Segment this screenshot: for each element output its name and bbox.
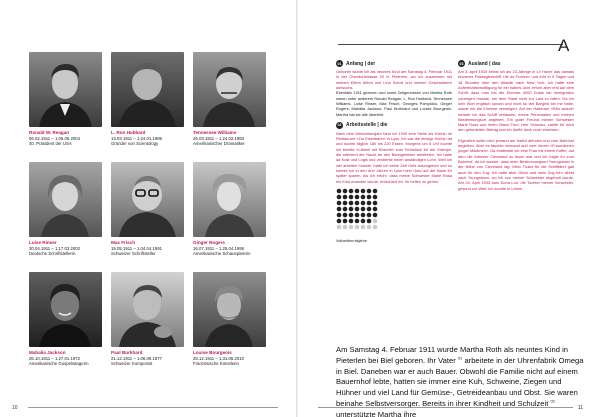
chapter-letter: A — [558, 36, 570, 55]
portrait-card — [111, 272, 184, 367]
dot — [343, 213, 348, 218]
dot — [367, 207, 372, 212]
page-number: 10 — [12, 405, 18, 411]
section-text: Am 3. April 1933 betrat ich als 23-Jährige in Le Havre das damals moderne Passagierschiff »Ile de France« und fuhr in 5 Tagen und 18 Stunden über den Atlantik nach New York. Ich hatte eine Aufenthaltsbewilligung für ein halbes Jahr, erfuhr aber erst auf dem Schiff, dass man bei der Einreise 4000 Dollar bei Immigration vorzeigen musste, um dem Staat nicht zur Last zu fallen. Da ich kein Wort englisch sprach und nicht so viel Bargeld bei mir hatte, wurde mir die Einreise verweigert. Auf der Halbinsel »Ellis Island« musste ich das Schiff verlassen, meine Personalien und meinen Bestimmungsort angeben. Ein guter Freund meiner Schwester Marie Rosa und ihrem Mann Fred, Herr Schwarz, zahlte für mich den geforderten Betrag und ich durfte doch noch einreisen. — [458, 69, 574, 133]
section-title: Arbeitsstelle | die — [346, 122, 388, 129]
folio-rule — [28, 407, 278, 408]
page-number: 11 — [577, 405, 583, 411]
section-text: Nach dem Welschlandjahr fand ich 1930 eine Stelle als Köchin im Restaurant »Zur Eisenbahn« in Lyss. Ich war die einzige Köchin da und kochte täglich 180 bis 220 Essen. Morgens um 6 Uhr kochte ich bereits »Läberli mit Röschti« zum Frühstück für die Grampe, die während der Nacht an den Bahngeleisen arbeiteten. Ich hatte da Kost und Logis und verdiente einen anständigen Lohn. Weil ich viel arbeiten musste, hatte ich keine Zeit Geld auszugeben und so konnte ich in den drei Jahren in Lyss mein Geld auf der Bank für später sparen. Als ich erfuhr, dass meine Schwester Marie Rosa ein Kind erwarten würde, entschied ich, ihr helfen zu gehen. — [336, 130, 452, 184]
person-name: Max Frisch — [111, 240, 135, 245]
portrait-photo — [111, 52, 184, 127]
dot — [367, 195, 372, 200]
person-dates: 21.12.1911 – 1.06.09.1977 — [111, 355, 163, 361]
footnote-marker: 02 — [550, 398, 555, 404]
section-text: Ebenfalls 1911 geboren und somit Zeitgenossen von Martha Roth waren unter anderem Ronald Reagan, L. Ron Hubbard, Tennessee Williams, Luise Rinser, Max Frisch, Georges Pompidou, Ginger Rogers, Mahalia Jackson, Paul Burkhard und Louise Bourgeois. Martha hat sie alle überlebt. — [336, 90, 452, 117]
dot — [337, 225, 342, 230]
dot — [361, 207, 366, 212]
section-title: Anfang | der — [346, 60, 376, 67]
person-role: Gründer von Scientology — [111, 141, 159, 147]
person-name: Paul Burkhard — [111, 350, 143, 355]
dot — [373, 195, 378, 200]
dot — [355, 201, 360, 206]
portrait-card — [29, 162, 102, 257]
right-page — [298, 0, 595, 417]
portrait-card — [193, 52, 266, 147]
portrait-photo — [193, 52, 266, 127]
portrait-photo — [29, 162, 102, 237]
portrait-photo — [193, 162, 266, 237]
dot — [343, 207, 348, 212]
section-number: 02 — [337, 123, 342, 128]
dot — [337, 189, 342, 194]
dot — [355, 195, 360, 200]
text-column-right — [458, 60, 574, 191]
section-text: Geboren wurde ich als neuntes Kind am Samstag 4. Februar 1911 in der Oberdorfstrasse 20 in Pieterlen, wo ich zusammen mit meinen Eltern Alfred und Lina Scholl und meinen Geschwistern aufwuchs. — [336, 69, 452, 90]
dot — [367, 225, 372, 230]
person-name: L. Ron Hubbard — [111, 130, 146, 135]
dot-grid-label: Vollzeitberufsjahre — [336, 238, 368, 243]
person-role: Amerikanischer Dramatiker — [193, 141, 245, 147]
dot-grid — [336, 188, 380, 232]
portrait-card — [193, 162, 266, 257]
dot — [355, 219, 360, 224]
folio-rule — [318, 407, 573, 408]
dot — [367, 201, 372, 206]
portrait-card — [29, 272, 102, 367]
dot — [373, 189, 378, 194]
dot — [373, 225, 378, 230]
text-column-left — [336, 60, 452, 243]
portrait-card — [29, 52, 102, 147]
dot — [337, 207, 342, 212]
dot — [361, 225, 366, 230]
dot — [361, 189, 366, 194]
dot — [373, 201, 378, 206]
person-dates: 16.07.1911 – 1.25.04.1995 — [193, 245, 245, 251]
person-role: Amerikanische Gospelsängerin — [29, 361, 89, 367]
dot — [343, 189, 348, 194]
dot-matrix-graphic — [336, 188, 452, 243]
dot — [361, 219, 366, 224]
portrait-photo — [111, 272, 184, 347]
portrait-photo — [29, 52, 102, 127]
section-number: 01 — [337, 61, 342, 66]
dot — [349, 225, 354, 230]
dot — [349, 213, 354, 218]
person-role: 40. Präsident der USA — [29, 141, 72, 147]
dot — [355, 225, 360, 230]
person-dates: 13.03.1911 – 1.24.01.1986 — [111, 135, 163, 141]
dot — [367, 189, 372, 194]
dot — [337, 195, 342, 200]
person-dates: 26.03.1911 – 1.24.02.1983 — [193, 135, 245, 141]
person-dates: 15.05.1911 – 1.04.04.1991 — [111, 245, 163, 251]
dot — [361, 195, 366, 200]
dot — [355, 189, 360, 194]
person-dates: 26.10.1911 – 1.27.01.1972 — [29, 355, 81, 361]
person-name: Louise Bourgeois — [193, 350, 232, 355]
section-number: 03 — [459, 61, 464, 66]
dot — [343, 195, 348, 200]
dot — [373, 213, 378, 218]
left-page — [0, 0, 297, 417]
dot — [361, 213, 366, 218]
dot — [367, 219, 372, 224]
dot — [349, 207, 354, 212]
section-heading — [458, 60, 574, 67]
dot — [349, 219, 354, 224]
person-dates: 06.02.1911 – 1.05.06.2004 — [29, 135, 81, 141]
person-dates: 30.04.1911 – 1.17.03.2002 — [29, 245, 81, 251]
body-text-part: arbeitete in der Uhrenfabrik Omega in Biel. Daneben war er auch Bauer. Obwohl die Familie nicht auf einem Bauernhof lebte, hatten sie immer eine Kuh, Schweine, Ziegen und Hühner und viel Land für Gemüse-, Getreideanbau und Obst. Sie waren beinahe Selbstversorger. Bereits in ihrer Kindheit und Schulzeit — [336, 355, 584, 408]
person-role: Schweizer Komponist — [111, 361, 153, 367]
dot — [337, 213, 342, 218]
dot — [355, 213, 360, 218]
person-role: Amerikanische Schauspielerin — [193, 251, 251, 257]
portrait-card — [111, 52, 184, 147]
person-role: Schweizer Schriftsteller — [111, 251, 156, 257]
body-text-part: unterstützte Martha ihre — [336, 409, 417, 417]
section-text: Eigentlich sollte mich jemand am Hafen abholen und zum Bahnhof begleiten. Aber es tauchte niemand auf! vom Verein »Freundinnen junger Mädchen«. Da entdeckte ich eine Frau mit einem Koffer, auf dem die Adresse Cleveland zu lesen war und ich folgte ihr zum Bahnhof, da ich wusste, dass mein Bestimmungsort Youngstown in der Nähe von Cleveland lag. Mein Ticket für die Schifffahrt galt auch für den Zug. Ich hatte aber Glück und mein Zug fuhr direkt nach Youngstown, wo ich von meiner Schwester abgeholt wurde. Am 24. April 1933 kam Dona Lou, die Tochter meiner Schwester, gesund zur Welt. Ich konnte in Leben. — [458, 137, 574, 191]
person-name: Ronald W. Reagan — [29, 130, 70, 135]
dot — [337, 201, 342, 206]
dot — [355, 207, 360, 212]
body-text-part: Am Samstag 4. Februar 1911 wurde Martha Roth als neuntes Kind in Pieterlen bei Biel geboren. Ihr Vater — [336, 345, 569, 365]
person-name: Tennessee Williams — [193, 130, 237, 135]
dot — [373, 219, 378, 224]
person-role: Deutsche Schriftstellerin — [29, 251, 76, 257]
dot — [361, 201, 366, 206]
section-heading — [336, 60, 452, 67]
section-heading — [336, 122, 452, 129]
person-name: Mahalia Jackson — [29, 350, 66, 355]
person-dates: 25.12.1911 – 1.31.05.2010 — [193, 355, 245, 361]
dot — [373, 207, 378, 212]
person-name: Luise Rinser — [29, 240, 57, 245]
portrait-card — [111, 162, 184, 257]
portrait-photo — [111, 162, 184, 237]
dot — [343, 201, 348, 206]
dot — [349, 195, 354, 200]
portrait-photo — [29, 272, 102, 347]
person-role: Französische Künstlerin — [193, 361, 239, 367]
dot — [349, 189, 354, 194]
person-name: Ginger Rogers — [193, 240, 225, 245]
dot — [367, 213, 372, 218]
dot — [343, 219, 348, 224]
dot — [349, 201, 354, 206]
dot — [343, 225, 348, 230]
section-title: Ausland | das — [468, 60, 501, 67]
portrait-photo — [193, 272, 266, 347]
chapter-rule — [338, 44, 563, 45]
footnote-marker: 01 — [457, 355, 463, 361]
portrait-card — [193, 272, 266, 367]
dot — [337, 219, 342, 224]
